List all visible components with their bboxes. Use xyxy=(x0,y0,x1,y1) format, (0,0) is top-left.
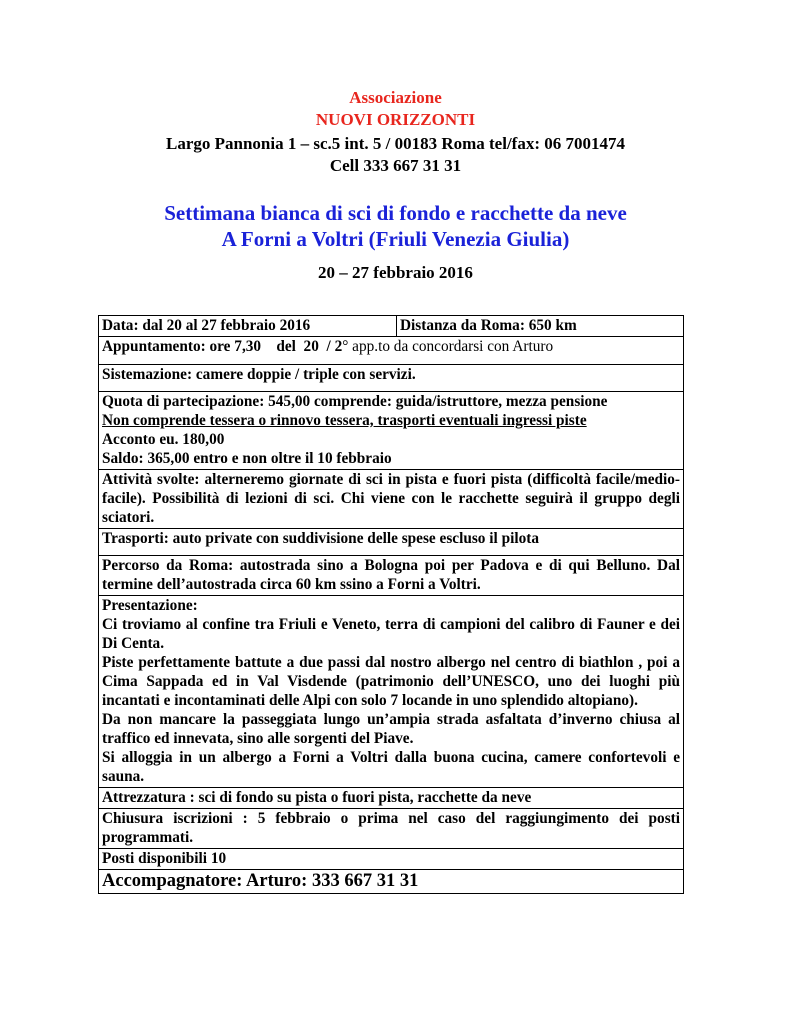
table-row xyxy=(99,365,684,392)
event-location: A Forni a Voltri (Friuli Venezia Giulia) xyxy=(221,227,570,251)
presentation-cell xyxy=(99,596,684,788)
registration-deadline-cell: Chiusura iscrizioni : 5 febbraio o prima nel caso del raggiungimento dei posti programmati. xyxy=(99,809,684,849)
table-row xyxy=(99,556,684,596)
distance-cell: Distanza da Roma: 650 km xyxy=(397,316,684,337)
accommodation-cell: Sistemazione: camere doppie / triple con servizi. xyxy=(99,365,684,392)
association-address: Largo Pannonia 1 – sc.5 int. 5 / 00183 Roma tel/fax: 06 7001474 xyxy=(166,134,625,153)
presentation-paragraph: Ci troviamo al confine tra Friuli e Veneto, terra di campioni del calibro di Fauner e dei Di Centa. xyxy=(102,616,680,652)
table-row xyxy=(99,316,684,337)
appointment-cell xyxy=(99,337,684,365)
table-row xyxy=(99,809,684,849)
table-row xyxy=(99,337,684,365)
appointment-note: ° app.to da concordarsi con Arturo xyxy=(342,338,554,355)
presentation-paragraph: Si alloggia in un albergo a Forni a Voltri dalla buona cucina, camere confortevoli e sauna. xyxy=(102,749,680,785)
available-places-cell: Posti disponibili 10 xyxy=(99,849,684,870)
appointment-label: Appuntamento: ore 7,30 del 20 / 2 xyxy=(102,338,343,355)
presentation-title: Presentazione: xyxy=(102,597,198,614)
presentation-paragraph: Da non mancare la passeggiata lungo un’ampia strada asfaltata d’inverno chiusa al traffico ed innevata, sino alle sorgenti del Piave. xyxy=(102,711,680,747)
date-cell: Data: dal 20 al 27 febbraio 2016 xyxy=(99,316,397,337)
presentation-paragraph: Piste perfettamente battute a due passi dal nostro albergo nel centro di biathlon , poi a Cima Sappada ed in Val Visdende (patrimonio dell’UNESCO, uno dei luoghi più incantati e incontaminati delle Alpi con solo 7 locande in uno splendido altopiano). xyxy=(102,654,680,709)
table-row xyxy=(99,470,684,529)
table-row xyxy=(99,529,684,556)
route-cell: Percorso da Roma: autostrada sino a Bologna poi per Padova e di qui Belluno. Dal termine dell’autostrada circa 60 km ssino a Forni a Voltri. xyxy=(99,556,684,596)
price-cell xyxy=(99,392,684,470)
price-excludes: Non comprende tessera o rinnovo tessera, trasporti eventuali ingressi piste xyxy=(102,412,587,429)
info-table xyxy=(98,315,684,894)
activities-cell: Attività svolte: alterneremo giornate di sci in pista e fuori pista (difficoltà facile/medio-facile). Possibilità di lezioni di sci. Chi viene con le racchette seguirà il gruppo degli sciatori. xyxy=(99,470,684,529)
table-row xyxy=(99,849,684,870)
event-title: Settimana bianca di sci di fondo e racchette da neve xyxy=(164,201,627,225)
table-row xyxy=(99,596,684,788)
association-name: NUOVI ORIZZONTI xyxy=(315,110,476,129)
balance: Saldo: 365,00 entro e non oltre il 10 febbraio xyxy=(102,450,392,467)
guide-contact-cell: Accompagnatore: Arturo: 333 667 31 31 xyxy=(99,870,684,894)
association-cell: Cell 333 667 31 31 xyxy=(329,156,462,175)
association-label: Associazione xyxy=(349,88,442,107)
equipment-cell: Attrezzatura : sci di fondo su pista o fuori pista, racchette da neve xyxy=(99,788,684,809)
table-row xyxy=(99,392,684,470)
price-includes: Quota di partecipazione: 545,00 comprende: guida/istruttore, mezza pensione xyxy=(102,393,608,410)
table-row xyxy=(99,870,684,894)
transport-cell: Trasporti: auto private con suddivisione delle spese escluso il pilota xyxy=(99,529,684,556)
table-row xyxy=(99,788,684,809)
event-dates: 20 – 27 febbraio 2016 xyxy=(318,263,473,282)
deposit: Acconto eu. 180,00 xyxy=(102,431,225,448)
